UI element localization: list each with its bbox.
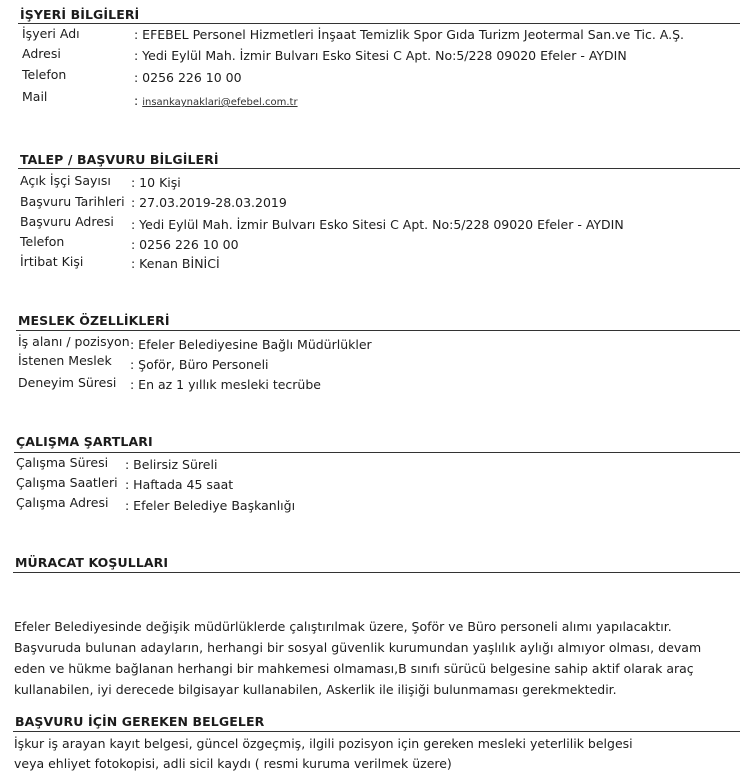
work-area-value: : Efeler Belediyesine Bağlı Müdürlükler: [130, 337, 372, 352]
requirements-line: eden ve hükme bağlanan herhangi bir mahkemesi olmaması,B sınıfı sürücü belgesine sahip aktif olarak araç: [14, 661, 694, 676]
workplace-address-label: Adresi: [22, 46, 61, 61]
workplace-name-label: İşyeri Adı: [22, 26, 80, 41]
work-address-value: : Efeler Belediye Başkanlığı: [125, 498, 296, 513]
application-dates-label: Başvuru Tarihleri: [20, 194, 125, 209]
application-rule: [18, 168, 740, 169]
application-heading: TALEP / BAŞVURU BİLGİLERİ: [20, 152, 219, 167]
work-duration-value: : Belirsiz Süreli: [125, 457, 218, 472]
workplace-mail-colon: :: [134, 93, 139, 108]
work-duration-label: Çalışma Süresi: [16, 455, 109, 470]
requirements-heading: MÜRACAT KOŞULLARI: [15, 555, 169, 570]
workplace-name-value: : EFEBEL Personel Hizmetleri İnşaat Temizlik Spor Gıda Turizm Jeotermal San.ve Tic. A.Ş.: [134, 27, 685, 42]
documents-rule: [13, 731, 740, 732]
work-hours-label: Çalışma Saatleri: [16, 475, 118, 490]
conditions-heading: ÇALIŞMA ŞARTLARI: [16, 434, 153, 449]
application-phone-label: Telefon: [20, 234, 65, 249]
workplace-mail-label: Mail: [22, 89, 48, 104]
conditions-rule: [14, 452, 740, 453]
requirements-line: Başvuruda bulunan adayların, herhangi bir sosyal güvenlik kurumundan yaşlılık aylığı almıyor olması, devam: [14, 640, 702, 655]
application-address-value: : Yedi Eylül Mah. İzmir Bulvarı Esko Sitesi C Apt. No:5/228 09020 Efeler - AYDIN: [131, 217, 624, 232]
documents-heading: BAŞVURU İÇİN GEREKEN BELGELER: [15, 714, 265, 729]
profession-value: : Şoför, Büro Personeli: [130, 357, 269, 372]
experience-value: : En az 1 yıllık mesleki tecrübe: [130, 377, 321, 392]
work-hours-value: : Haftada 45 saat: [125, 477, 234, 492]
workplace-address-value: : Yedi Eylül Mah. İzmir Bulvarı Esko Sitesi C Apt. No:5/228 09020 Efeler - AYDIN: [134, 48, 627, 63]
contact-person-label: İrtibat Kişi: [20, 254, 84, 269]
requirements-line: kullanabilen, iyi derecede bilgisayar kullanabilen, Askerlik ile ilişiği bulunmaması gerekmektedir.: [14, 682, 617, 697]
experience-label: Deneyim Süresi: [18, 375, 117, 390]
documents-paragraph: [14, 734, 734, 774]
profession-rule: [16, 330, 740, 331]
workplace-phone-label: Telefon: [22, 67, 67, 82]
application-address-label: Başvuru Adresi: [20, 214, 114, 229]
application-phone-value: : 0256 226 10 00: [131, 237, 239, 252]
application-dates-value: : 27.03.2019-28.03.2019: [131, 195, 287, 210]
documents-line: İşkur iş arayan kayıt belgesi, güncel özgeçmiş, ilgili pozisyon için gereken mesleki yeterlilik belgesi: [14, 736, 633, 751]
workplace-heading: İŞYERİ BİLGİLERİ: [20, 7, 140, 22]
open-positions-value: : 10 Kişi: [131, 175, 181, 190]
contact-person-value: : Kenan BİNİCİ: [131, 256, 220, 271]
profession-heading: MESLEK ÖZELLİKLERİ: [18, 313, 170, 328]
workplace-mail-link[interactable]: insankaynaklari@efebel.com.tr: [142, 97, 298, 108]
requirements-line: Efeler Belediyesinde değişik müdürlüklerde çalıştırılmak üzere, Şoför ve Büro personeli alımı yapılacaktır.: [14, 619, 672, 634]
documents-line: veya ehliyet fotokopisi, adli sicil kaydı ( resmi kuruma verilmek üzere): [14, 756, 452, 771]
workplace-rule: [18, 23, 740, 24]
work-area-label: İş alanı / pozisyon: [18, 334, 130, 349]
open-positions-label: Açık İşçi Sayısı: [20, 173, 111, 188]
requirements-paragraph: [14, 616, 734, 700]
workplace-phone-value: : 0256 226 10 00: [134, 70, 242, 85]
requirements-rule: [13, 572, 740, 573]
profession-label: İstenen Meslek: [18, 353, 112, 368]
workplace-mail-row: [134, 93, 298, 108]
work-address-label: Çalışma Adresi: [16, 495, 109, 510]
